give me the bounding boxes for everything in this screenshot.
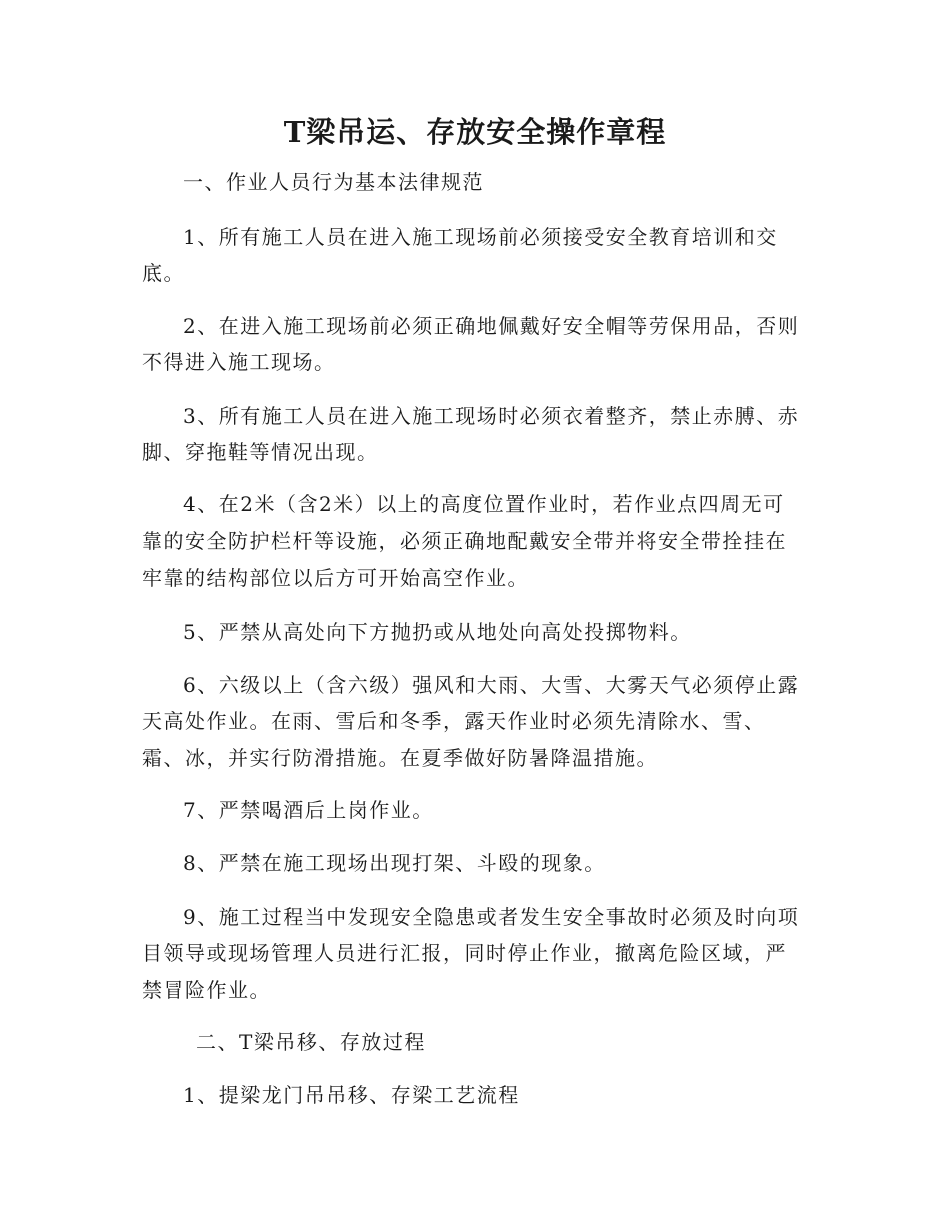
section-heading-1: 一、作业人员行为基本法律规范 xyxy=(183,170,484,194)
item-6-line-1: 6、六级以上（含六级）强风和大雨、大雪、大雾天气必须停止露 xyxy=(183,673,800,697)
item-2-line-1: 2、在进入施工现场前必须正确地佩戴好安全帽等劳保用品，否则 xyxy=(183,314,800,338)
section-heading-2: 二、T梁吊移、存放过程 xyxy=(196,1030,426,1054)
item-9-line-1: 9、施工过程当中发现安全隐患或者发生安全事故时必须及时向项 xyxy=(183,905,800,929)
item-7-line-1: 7、严禁喝酒后上岗作业。 xyxy=(183,798,434,822)
item-2-line-2: 不得进入施工现场。 xyxy=(142,350,336,374)
item-3-line-2: 脚、穿拖鞋等情况出现。 xyxy=(142,440,379,464)
item-6-line-2: 天高处作业。在雨、雪后和冬季，露天作业时必须先清除水、雪、 xyxy=(142,709,766,733)
item-9-line-2: 目领导或现场管理人员进行汇报，同时停止作业，撤离危险区域，严 xyxy=(142,941,787,965)
item-4-line-3: 牢靠的结构部位以后方可开始高空作业。 xyxy=(142,566,529,590)
item-1-line-2: 底。 xyxy=(142,261,185,285)
document-title: T梁吊运、存放安全操作章程 xyxy=(283,115,667,149)
item-4-line-2: 靠的安全防护栏杆等设施，必须正确地配戴安全带并将安全带拴挂在 xyxy=(142,529,787,553)
item-4-line-1: 4、在2米（含2米）以上的高度位置作业时，若作业点四周无可 xyxy=(183,492,785,516)
item-1-line-1: 1、所有施工人员在进入施工现场前必须接受安全教育培训和交 xyxy=(183,225,778,249)
item-5-line-1: 5、严禁从高处向下方抛扔或从地处向高处投掷物料。 xyxy=(183,620,692,644)
item-3-line-1: 3、所有施工人员在进入施工现场时必须衣着整齐，禁止赤膊、赤 xyxy=(183,404,800,428)
section-2-item-1: 1、提梁龙门吊吊移、存梁工艺流程 xyxy=(183,1083,520,1107)
item-9-line-3: 禁冒险作业。 xyxy=(142,978,271,1002)
item-8-line-1: 8、严禁在施工现场出现打架、斗殴的现象。 xyxy=(183,851,606,875)
item-6-line-3: 霜、冰，并实行防滑措施。在夏季做好防暑降温措施。 xyxy=(142,746,658,770)
